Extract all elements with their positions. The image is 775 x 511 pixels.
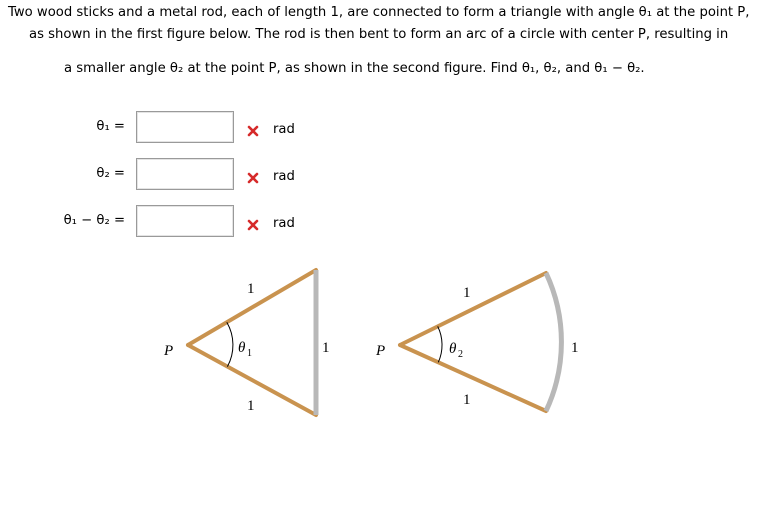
side-label-bottom: 1 bbox=[463, 392, 471, 408]
problem-line-3: a smaller angle θ₂ at the point P, as shown in the second figure. Find θ₁, θ₂, and θ₁ − θ₂. bbox=[64, 61, 645, 76]
wood-stick-top bbox=[400, 273, 546, 345]
vertex-label-p: P bbox=[376, 343, 386, 359]
unit-label: rad bbox=[273, 122, 295, 137]
angle-label-theta2: θ bbox=[449, 341, 457, 357]
rod-label: 1 bbox=[571, 340, 579, 356]
figure-1 bbox=[163, 270, 330, 415]
angle-arc-theta1 bbox=[227, 322, 233, 366]
angle-subscript: 2 bbox=[458, 349, 463, 360]
answer-label-theta1: θ₁ = bbox=[96, 119, 125, 134]
side-label-top: 1 bbox=[247, 281, 255, 297]
angle-arc-theta2 bbox=[438, 326, 442, 362]
vertex-label-p: P bbox=[164, 343, 174, 359]
unit-label: rad bbox=[273, 169, 295, 184]
angle-label-theta1: θ bbox=[238, 340, 246, 356]
side-label-top: 1 bbox=[463, 285, 471, 301]
figure-2 bbox=[375, 273, 579, 411]
side-label-bottom: 1 bbox=[247, 398, 255, 414]
metal-rod-arc bbox=[546, 273, 561, 411]
unit-label: rad bbox=[273, 216, 295, 231]
angle-subscript: 1 bbox=[247, 348, 252, 359]
problem-line-1: Two wood sticks and a metal rod, each of length 1, are connected to form a triangle with angle θ₁ at the point P, bbox=[8, 5, 750, 20]
answer-label-theta2: θ₂ = bbox=[96, 166, 125, 181]
rod-label: 1 bbox=[322, 340, 330, 356]
wood-stick-bottom bbox=[400, 345, 546, 411]
answer-label-difference: θ₁ − θ₂ = bbox=[63, 213, 125, 228]
problem-line-2: as shown in the first figure below. The rod is then bent to form an arc of a circle with center P, resulting in bbox=[29, 27, 729, 42]
